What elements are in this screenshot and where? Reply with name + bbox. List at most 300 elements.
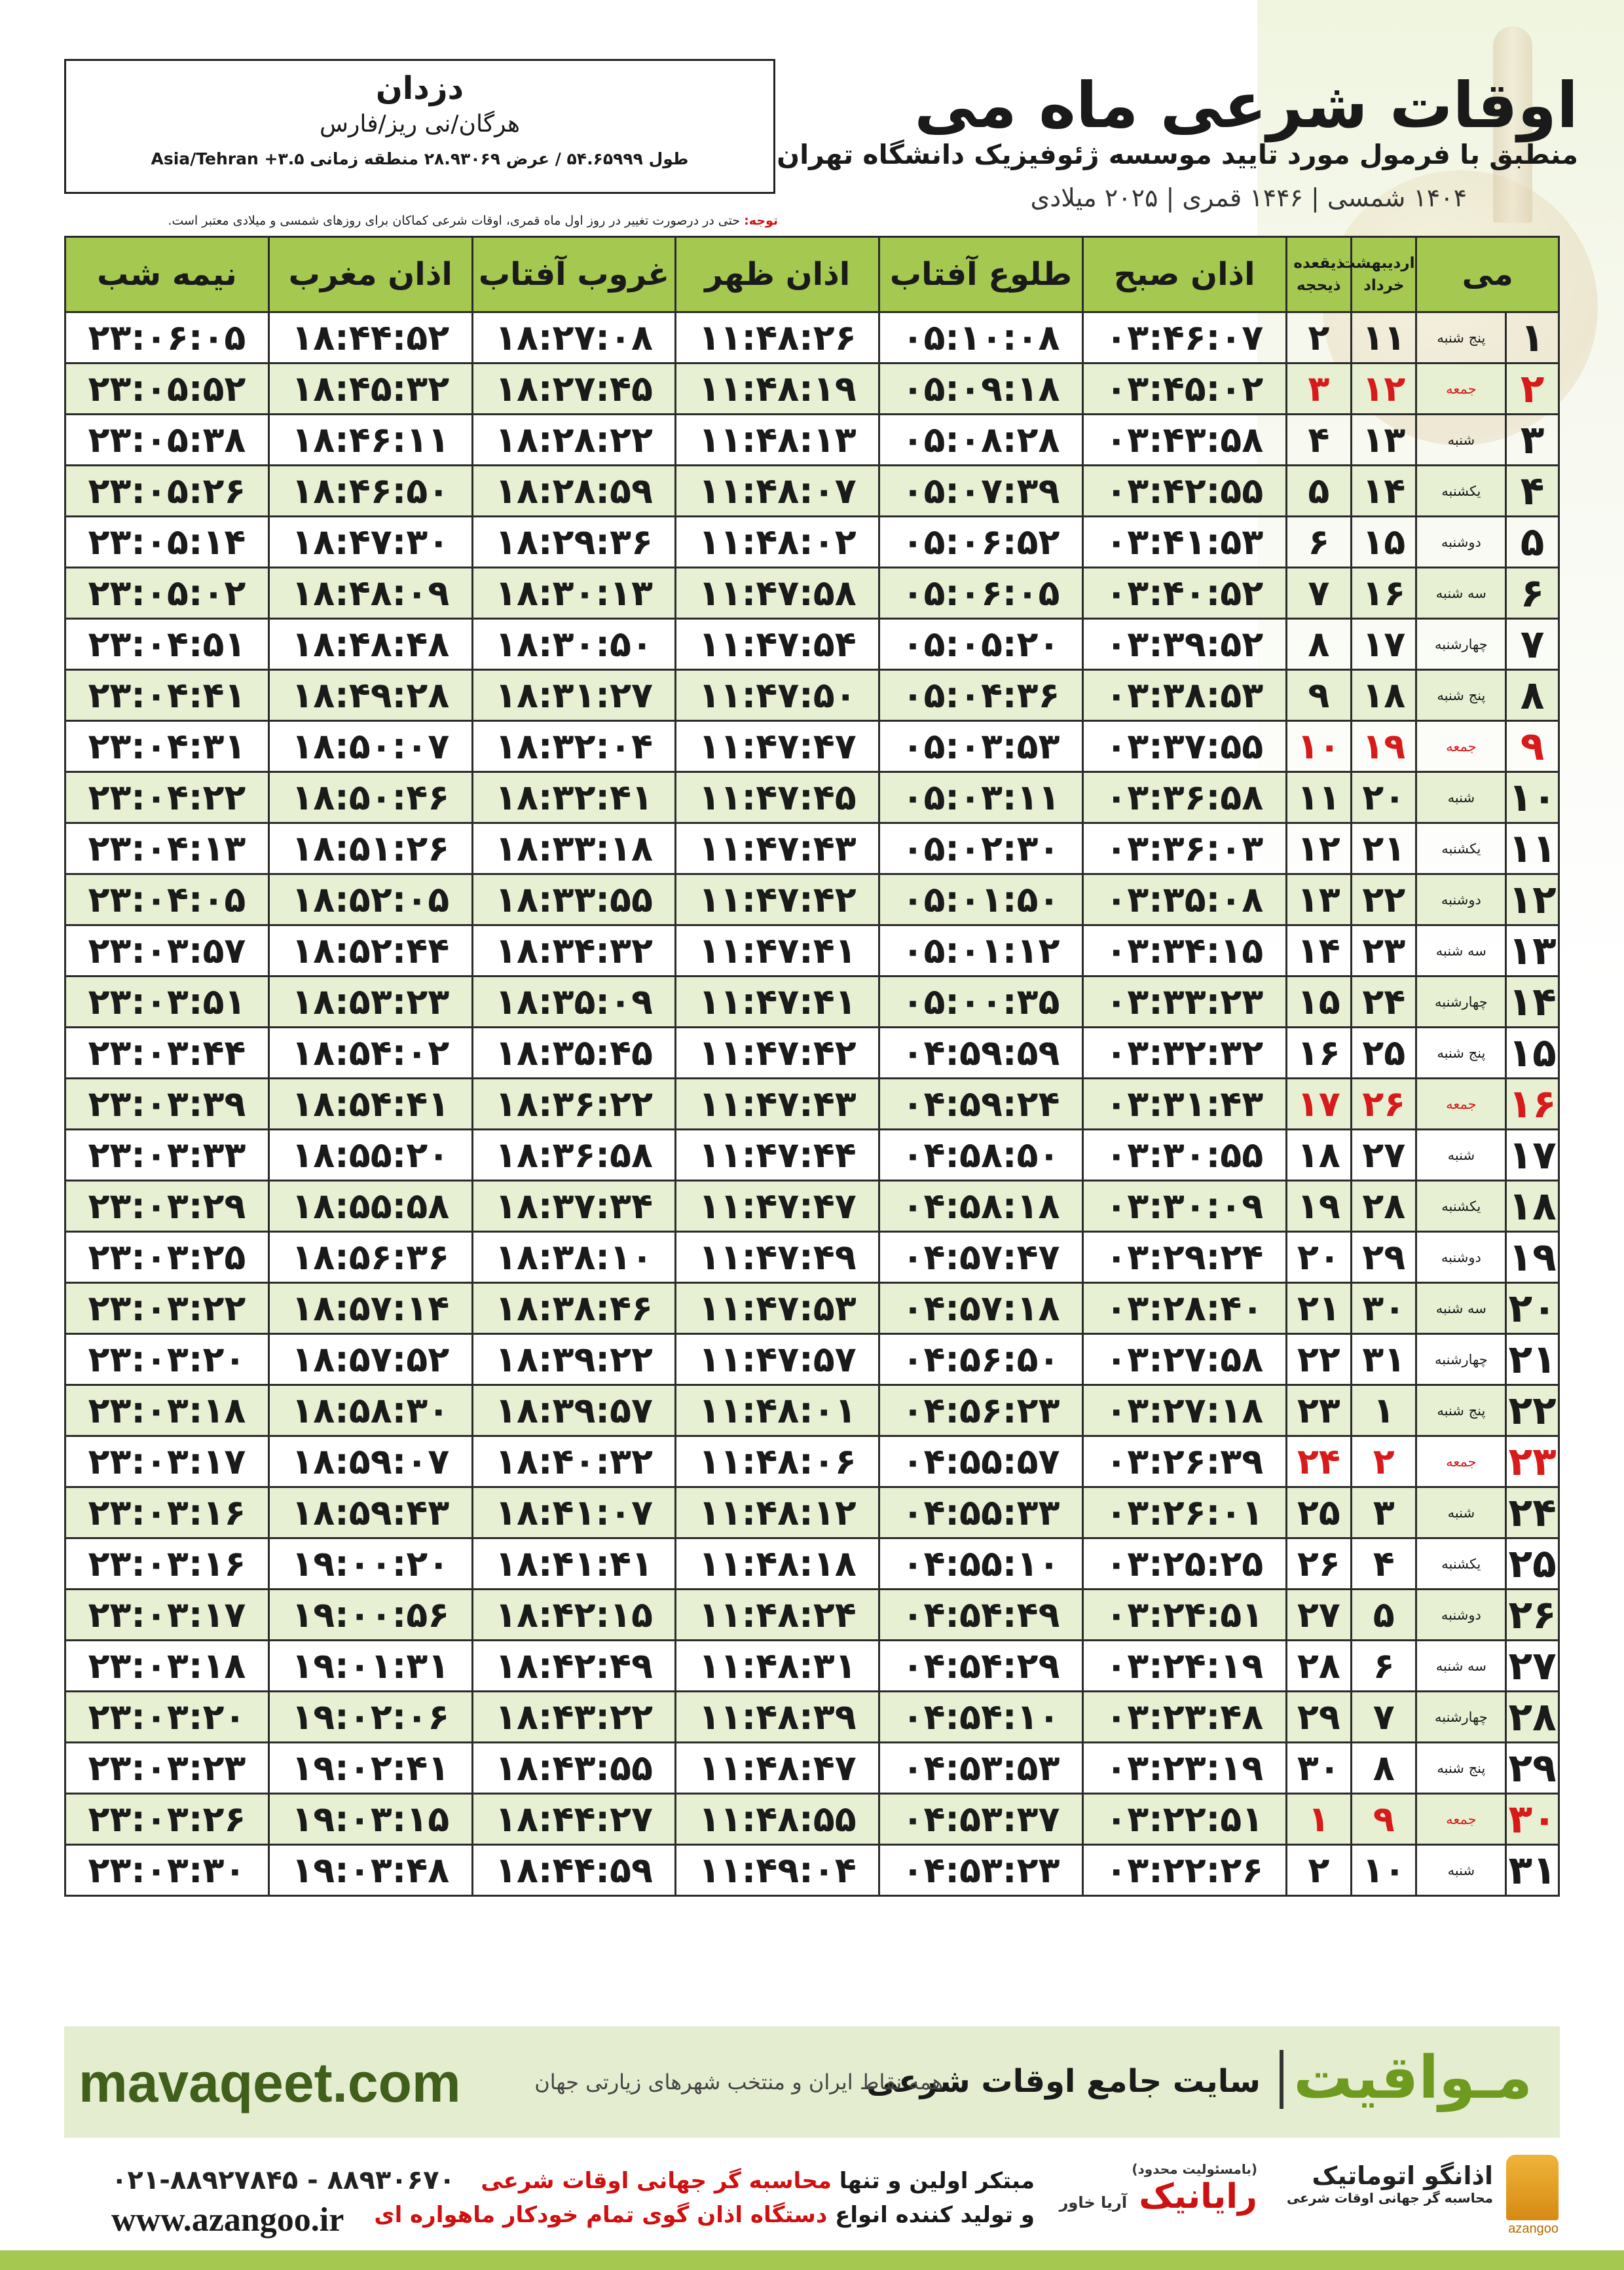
promo-divider <box>1280 2050 1283 2109</box>
sunset-time: ۱۸:۲۹:۳۶ <box>472 517 676 568</box>
maghrib-time: ۱۸:۴۶:۱۱ <box>268 415 472 466</box>
dhuhr-time: ۱۱:۴۷:۴۱ <box>676 977 879 1028</box>
midnight-time: ۲۳:۰۳:۳۳ <box>65 1130 269 1181</box>
table-row <box>65 568 1559 619</box>
shamsi-day: ۹ <box>1352 1794 1416 1845</box>
fajr-time: ۰۳:۲۸:۴۰ <box>1082 1283 1286 1334</box>
table-row <box>65 363 1559 415</box>
maghrib-time: ۱۸:۵۹:۴۳ <box>268 1487 472 1538</box>
table-row <box>65 1232 1559 1283</box>
qamari-day: ۱۲ <box>1286 823 1351 874</box>
qamari-day: ۱۵ <box>1286 977 1351 1028</box>
shamsi-day: ۱۶ <box>1352 568 1416 619</box>
weekday: جمعه <box>1416 1079 1506 1130</box>
shamsi-day: ۲۶ <box>1352 1079 1416 1130</box>
shamsi-day: ۳ <box>1352 1487 1416 1538</box>
fajr-time: ۰۳:۳۵:۰۸ <box>1082 874 1286 925</box>
rayanik-logo-small: (بامسئولیت محدود) <box>1132 2161 1257 2177</box>
rayanik-logo-text: رایانیک <box>1139 2177 1257 2216</box>
sunrise-time: ۰۴:۵۹:۵۹ <box>879 1028 1083 1079</box>
midnight-time: ۲۳:۰۳:۱۶ <box>65 1487 269 1538</box>
sunrise-time: ۰۵:۰۹:۱۸ <box>879 363 1083 415</box>
day-number: ۲۵ <box>1506 1538 1559 1590</box>
promo-tagline: سایت جامع اوقات شرعی <box>866 2063 1261 2100</box>
day-number: ۲۰ <box>1506 1283 1559 1334</box>
table-row <box>65 619 1559 670</box>
fajr-time: ۰۳:۴۲:۵۵ <box>1082 466 1286 517</box>
qamari-day: ۱۶ <box>1286 1028 1351 1079</box>
sunset-time: ۱۸:۲۷:۰۸ <box>472 312 676 363</box>
table-row <box>65 721 1559 772</box>
sunset-time: ۱۸:۲۸:۵۹ <box>472 466 676 517</box>
midnight-time: ۲۳:۰۳:۵۱ <box>65 977 269 1028</box>
midnight-time: ۲۳:۰۳:۲۰ <box>65 1334 269 1385</box>
dhuhr-time: ۱۱:۴۷:۴۱ <box>676 925 879 977</box>
footer-line-1 <box>481 2168 1035 2194</box>
sunrise-time: ۰۵:۰۰:۳۵ <box>879 977 1083 1028</box>
dhuhr-time: ۱۱:۴۷:۵۳ <box>676 1283 879 1334</box>
sunset-time: ۱۸:۳۵:۰۹ <box>472 977 676 1028</box>
sunrise-time: ۰۵:۰۴:۳۶ <box>879 670 1083 721</box>
sunset-time: ۱۸:۳۸:۱۰ <box>472 1232 676 1283</box>
table-row <box>65 1181 1559 1232</box>
dhuhr-time: ۱۱:۴۷:۵۴ <box>676 619 879 670</box>
table-row <box>65 1130 1559 1181</box>
day-number: ۳ <box>1506 415 1559 466</box>
fajr-time: ۰۳:۲۳:۴۸ <box>1082 1692 1286 1743</box>
fajr-time: ۰۳:۳۳:۲۳ <box>1082 977 1286 1028</box>
table-row <box>65 1538 1559 1590</box>
fajr-time: ۰۳:۳۹:۵۲ <box>1082 619 1286 670</box>
weekday: شنبه <box>1416 415 1506 466</box>
table-row <box>65 1641 1559 1692</box>
table-row <box>65 312 1559 363</box>
page-title: اوقات شرعی ماه می <box>914 69 1578 142</box>
midnight-time: ۲۳:۰۴:۰۵ <box>65 874 269 925</box>
dhuhr-time: ۱۱:۴۸:۱۳ <box>676 415 879 466</box>
qamari-day: ۴ <box>1286 415 1351 466</box>
shamsi-day: ۲۴ <box>1352 977 1416 1028</box>
sunset-time: ۱۸:۲۸:۲۲ <box>472 415 676 466</box>
day-number: ۱ <box>1506 312 1559 363</box>
midnight-time: ۲۳:۰۳:۴۴ <box>65 1028 269 1079</box>
rayanik-logo <box>1060 2161 1257 2216</box>
sunrise-time: ۰۴:۵۳:۵۳ <box>879 1743 1083 1794</box>
sunset-time: ۱۸:۴۲:۴۹ <box>472 1641 676 1692</box>
qamari-day: ۸ <box>1286 619 1351 670</box>
header-sunset: غروب آفتاب <box>472 237 676 312</box>
location-city: دزدان <box>375 70 464 107</box>
bottom-accent-bar <box>0 2250 1624 2270</box>
table-row <box>65 466 1559 517</box>
fajr-time: ۰۳:۲۵:۲۵ <box>1082 1538 1286 1590</box>
midnight-time: ۲۳:۰۳:۲۹ <box>65 1181 269 1232</box>
shamsi-day: ۷ <box>1352 1692 1416 1743</box>
dhuhr-time: ۱۱:۴۷:۴۳ <box>676 1079 879 1130</box>
qamari-day: ۲۳ <box>1286 1385 1351 1436</box>
prayer-times-table <box>64 236 1560 1897</box>
fajr-time: ۰۳:۲۹:۲۴ <box>1082 1232 1286 1283</box>
day-number: ۶ <box>1506 568 1559 619</box>
shamsi-day: ۲۱ <box>1352 823 1416 874</box>
day-number: ۱۸ <box>1506 1181 1559 1232</box>
maghrib-time: ۱۸:۵۹:۰۷ <box>268 1436 472 1487</box>
day-number: ۱۱ <box>1506 823 1559 874</box>
sunset-time: ۱۸:۳۹:۵۷ <box>472 1385 676 1436</box>
sunrise-time: ۰۵:۰۳:۵۳ <box>879 721 1083 772</box>
qamari-day: ۹ <box>1286 670 1351 721</box>
qamari-day: ۲ <box>1286 312 1351 363</box>
sunrise-time: ۰۴:۵۶:۵۰ <box>879 1334 1083 1385</box>
midnight-time: ۲۳:۰۶:۰۵ <box>65 312 269 363</box>
shamsi-day: ۲۰ <box>1352 772 1416 823</box>
sunrise-time: ۰۵:۰۸:۲۸ <box>879 415 1083 466</box>
shamsi-day: ۱۸ <box>1352 670 1416 721</box>
shamsi-day: ۲۳ <box>1352 925 1416 977</box>
sunset-time: ۱۸:۴۴:۵۹ <box>472 1845 676 1896</box>
footer-line-2-text: و تولید کننده انواع <box>827 2202 1035 2228</box>
shamsi-day: ۱۹ <box>1352 721 1416 772</box>
maghrib-time: ۱۹:۰۰:۵۶ <box>268 1590 472 1641</box>
dhuhr-time: ۱۱:۴۷:۴۵ <box>676 772 879 823</box>
dhuhr-time: ۱۱:۴۸:۵۵ <box>676 1794 879 1845</box>
qamari-day: ۲۸ <box>1286 1641 1351 1692</box>
table-row <box>65 1743 1559 1794</box>
shamsi-day: ۱ <box>1352 1385 1416 1436</box>
qamari-day: ۲۱ <box>1286 1283 1351 1334</box>
fajr-time: ۰۳:۳۲:۳۲ <box>1082 1028 1286 1079</box>
sunrise-time: ۰۵:۰۱:۵۰ <box>879 874 1083 925</box>
sunset-time: ۱۸:۴۱:۴۱ <box>472 1538 676 1590</box>
maghrib-time: ۱۸:۵۸:۳۰ <box>268 1385 472 1436</box>
fajr-time: ۰۳:۲۶:۰۱ <box>1082 1487 1286 1538</box>
weekday: جمعه <box>1416 363 1506 415</box>
midnight-time: ۲۳:۰۳:۲۰ <box>65 1692 269 1743</box>
shamsi-day: ۱۴ <box>1352 466 1416 517</box>
maghrib-time: ۱۸:۴۴:۵۲ <box>268 312 472 363</box>
dhuhr-time: ۱۱:۴۷:۴۲ <box>676 1028 879 1079</box>
sunset-time: ۱۸:۲۷:۴۵ <box>472 363 676 415</box>
day-number: ۲۷ <box>1506 1641 1559 1692</box>
header-shamsi-bottom: خرداد <box>1363 277 1405 294</box>
dhuhr-time: ۱۱:۴۸:۰۶ <box>676 1436 879 1487</box>
weekday: جمعه <box>1416 721 1506 772</box>
header-month: می <box>1416 237 1559 312</box>
day-number: ۵ <box>1506 517 1559 568</box>
weekday: یکشنبه <box>1416 1538 1506 1590</box>
weekday: سه شنبه <box>1416 568 1506 619</box>
shamsi-day: ۶ <box>1352 1641 1416 1692</box>
fajr-time: ۰۳:۴۱:۵۳ <box>1082 517 1286 568</box>
sunset-time: ۱۸:۴۲:۱۵ <box>472 1590 676 1641</box>
table-row <box>65 1794 1559 1845</box>
qamari-day: ۲۷ <box>1286 1590 1351 1641</box>
shamsi-day: ۱۱ <box>1352 312 1416 363</box>
qamari-day: ۱۸ <box>1286 1130 1351 1181</box>
dhuhr-time: ۱۱:۴۸:۰۷ <box>676 466 879 517</box>
fajr-time: ۰۳:۳۸:۵۳ <box>1082 670 1286 721</box>
sunset-time: ۱۸:۳۶:۵۸ <box>472 1130 676 1181</box>
weekday: پنج شنبه <box>1416 1743 1506 1794</box>
dhuhr-time: ۱۱:۴۸:۱۲ <box>676 1487 879 1538</box>
midnight-time: ۲۳:۰۴:۳۱ <box>65 721 269 772</box>
qamari-day: ۲۵ <box>1286 1487 1351 1538</box>
maghrib-time: ۱۸:۵۶:۳۶ <box>268 1232 472 1283</box>
sunrise-time: ۰۵:۰۷:۳۹ <box>879 466 1083 517</box>
sunset-time: ۱۸:۳۲:۴۱ <box>472 772 676 823</box>
sunrise-time: ۰۴:۵۵:۳۳ <box>879 1487 1083 1538</box>
rayanik-logo-side: آریا خاور <box>1059 2193 1128 2212</box>
table-row <box>65 925 1559 977</box>
fajr-time: ۰۳:۳۶:۵۸ <box>1082 772 1286 823</box>
qamari-day: ۲۰ <box>1286 1232 1351 1283</box>
sunrise-time: ۰۴:۵۸:۱۸ <box>879 1181 1083 1232</box>
day-number: ۳۰ <box>1506 1794 1559 1845</box>
midnight-time: ۲۳:۰۳:۱۸ <box>65 1641 269 1692</box>
location-box <box>64 59 775 194</box>
sunrise-time: ۰۴:۵۴:۴۹ <box>879 1590 1083 1641</box>
dhuhr-time: ۱۱:۴۷:۵۸ <box>676 568 879 619</box>
maghrib-time: ۱۸:۵۰:۰۷ <box>268 721 472 772</box>
weekday: چهارشنبه <box>1416 977 1506 1028</box>
weekday: شنبه <box>1416 772 1506 823</box>
day-number: ۱۰ <box>1506 772 1559 823</box>
weekday: دوشنبه <box>1416 1590 1506 1641</box>
weekday: سه شنبه <box>1416 1283 1506 1334</box>
day-number: ۱۵ <box>1506 1028 1559 1079</box>
weekday: پنج شنبه <box>1416 1385 1506 1436</box>
sunrise-time: ۰۴:۵۵:۱۰ <box>879 1538 1083 1590</box>
shamsi-day: ۱۲ <box>1352 363 1416 415</box>
fajr-time: ۰۳:۲۴:۱۹ <box>1082 1641 1286 1692</box>
azangoo-logo-icon <box>1506 2155 1559 2220</box>
fajr-time: ۰۳:۲۳:۱۹ <box>1082 1743 1286 1794</box>
sunrise-time: ۰۵:۰۶:۵۲ <box>879 517 1083 568</box>
midnight-time: ۲۳:۰۳:۳۰ <box>65 1845 269 1896</box>
dhuhr-time: ۱۱:۴۷:۵۰ <box>676 670 879 721</box>
sunrise-time: ۰۴:۵۸:۵۰ <box>879 1130 1083 1181</box>
fajr-time: ۰۳:۳۰:۰۹ <box>1082 1181 1286 1232</box>
day-number: ۱۴ <box>1506 977 1559 1028</box>
midnight-time: ۲۳:۰۳:۲۲ <box>65 1283 269 1334</box>
table-row <box>65 1692 1559 1743</box>
sunrise-time: ۰۴:۵۳:۲۳ <box>879 1845 1083 1896</box>
table-row <box>65 772 1559 823</box>
sunset-time: ۱۸:۳۴:۳۲ <box>472 925 676 977</box>
midnight-time: ۲۳:۰۵:۵۲ <box>65 363 269 415</box>
dhuhr-time: ۱۱:۴۷:۴۷ <box>676 1181 879 1232</box>
fajr-time: ۰۳:۳۶:۰۳ <box>1082 823 1286 874</box>
midnight-time: ۲۳:۰۳:۱۷ <box>65 1590 269 1641</box>
promo-url-link[interactable]: mavaqeet.com <box>79 2052 461 2113</box>
azangoo-logo <box>1287 2161 1493 2206</box>
shamsi-day: ۱۳ <box>1352 415 1416 466</box>
dhuhr-time: ۱۱:۴۸:۰۱ <box>676 1385 879 1436</box>
sunset-time: ۱۸:۴۱:۰۷ <box>472 1487 676 1538</box>
qamari-day: ۱۴ <box>1286 925 1351 977</box>
midnight-time: ۲۳:۰۵:۱۴ <box>65 517 269 568</box>
qamari-day: ۲۹ <box>1286 1692 1351 1743</box>
shamsi-day: ۲ <box>1352 1436 1416 1487</box>
header-shamsi-top: اردیبهشت <box>1340 255 1415 272</box>
day-number: ۴ <box>1506 466 1559 517</box>
sunrise-time: ۰۵:۰۵:۲۰ <box>879 619 1083 670</box>
weekday: چهارشنبه <box>1416 1334 1506 1385</box>
dhuhr-time: ۱۱:۴۷:۴۳ <box>676 823 879 874</box>
footer-line-2-highlight: دستگاه اذان گوی تمام خودکار ماهواره ای <box>374 2202 828 2228</box>
day-number: ۸ <box>1506 670 1559 721</box>
dhuhr-time: ۱۱:۴۷:۴۴ <box>676 1130 879 1181</box>
fajr-time: ۰۳:۲۴:۵۱ <box>1082 1590 1286 1641</box>
weekday: شنبه <box>1416 1130 1506 1181</box>
sunrise-time: ۰۴:۵۷:۱۸ <box>879 1283 1083 1334</box>
sunrise-time: ۰۴:۵۵:۵۷ <box>879 1436 1083 1487</box>
sunrise-time: ۰۵:۱۰:۰۸ <box>879 312 1083 363</box>
sunset-time: ۱۸:۳۳:۱۸ <box>472 823 676 874</box>
fajr-time: ۰۳:۲۷:۵۸ <box>1082 1334 1286 1385</box>
qamari-day: ۵ <box>1286 466 1351 517</box>
day-number: ۲۸ <box>1506 1692 1559 1743</box>
sunset-time: ۱۸:۳۶:۲۲ <box>472 1079 676 1130</box>
sunrise-time: ۰۵:۰۶:۰۵ <box>879 568 1083 619</box>
sunrise-time: ۰۵:۰۲:۳۰ <box>879 823 1083 874</box>
table-row <box>65 1487 1559 1538</box>
maghrib-time: ۱۸:۴۶:۵۰ <box>268 466 472 517</box>
sunset-time: ۱۸:۴۰:۳۲ <box>472 1436 676 1487</box>
weekday: دوشنبه <box>1416 874 1506 925</box>
qamari-day: ۶ <box>1286 517 1351 568</box>
dhuhr-time: ۱۱:۴۸:۱۸ <box>676 1538 879 1590</box>
table-header-row <box>65 237 1559 312</box>
sunset-time: ۱۸:۳۰:۱۳ <box>472 568 676 619</box>
table-row <box>65 670 1559 721</box>
maghrib-time: ۱۸:۴۸:۴۸ <box>268 619 472 670</box>
maghrib-time: ۱۹:۰۱:۳۱ <box>268 1641 472 1692</box>
calendar-years: ۱۴۰۴ شمسی | ۱۴۴۶ قمری | ۲۰۲۵ میلادی <box>1030 183 1467 212</box>
qamari-day: ۳ <box>1286 363 1351 415</box>
qamari-day: ۱۷ <box>1286 1079 1351 1130</box>
sunrise-time: ۰۴:۵۴:۱۰ <box>879 1692 1083 1743</box>
dhuhr-time: ۱۱:۴۸:۳۹ <box>676 1692 879 1743</box>
footer-phone: ۰۲۱-۸۸۹۲۷۸۴۵ - ۸۸۹۳۰۶۷۰ <box>111 2165 455 2195</box>
day-number: ۲۲ <box>1506 1385 1559 1436</box>
midnight-time: ۲۳:۰۳:۱۶ <box>65 1538 269 1590</box>
shamsi-day: ۲۷ <box>1352 1130 1416 1181</box>
footer-website-link[interactable]: www.azangoo.ir <box>111 2201 344 2239</box>
header-qamari-bottom: ذیحجه <box>1297 277 1341 294</box>
weekday: پنج شنبه <box>1416 312 1506 363</box>
fajr-time: ۰۳:۲۷:۱۸ <box>1082 1385 1286 1436</box>
sunrise-time: ۰۴:۵۶:۲۳ <box>879 1385 1083 1436</box>
qamari-day: ۷ <box>1286 568 1351 619</box>
location-coordinates: طول ۵۴.۶۵۹۹۹ / عرض ۲۸.۹۳۰۶۹ منطقه زمانی ۳.۵+ Asia/Tehran <box>151 149 689 168</box>
maghrib-time: ۱۸:۴۹:۲۸ <box>268 670 472 721</box>
header-qamari-top: ذیقعده <box>1293 255 1344 272</box>
weekday: پنج شنبه <box>1416 1028 1506 1079</box>
location-region: هرگان/نی ریز/فارس <box>320 111 520 138</box>
header-qamari <box>1286 237 1351 312</box>
note-text <box>64 214 778 228</box>
weekday: سه شنبه <box>1416 925 1506 977</box>
dhuhr-time: ۱۱:۴۸:۳۱ <box>676 1641 879 1692</box>
maghrib-time: ۱۸:۵۵:۲۰ <box>268 1130 472 1181</box>
table-row <box>65 1334 1559 1385</box>
azangoo-logo-text: اذانگو اتوماتیک <box>1312 2161 1493 2190</box>
header-fajr: اذان صبح <box>1082 237 1286 312</box>
shamsi-day: ۲۸ <box>1352 1181 1416 1232</box>
qamari-day: ۱۱ <box>1286 772 1351 823</box>
fajr-time: ۰۳:۲۲:۵۱ <box>1082 1794 1286 1845</box>
fajr-time: ۰۳:۴۰:۵۲ <box>1082 568 1286 619</box>
sunset-time: ۱۸:۴۴:۲۷ <box>472 1794 676 1845</box>
midnight-time: ۲۳:۰۴:۵۱ <box>65 619 269 670</box>
table-row <box>65 1079 1559 1130</box>
maghrib-time: ۱۸:۴۷:۳۰ <box>268 517 472 568</box>
day-number: ۱۷ <box>1506 1130 1559 1181</box>
midnight-time: ۲۳:۰۵:۳۸ <box>65 415 269 466</box>
table-row <box>65 1028 1559 1079</box>
dhuhr-time: ۱۱:۴۷:۴۲ <box>676 874 879 925</box>
sunset-time: ۱۸:۳۸:۴۶ <box>472 1283 676 1334</box>
maghrib-time: ۱۹:۰۲:۰۶ <box>268 1692 472 1743</box>
qamari-day: ۱۳ <box>1286 874 1351 925</box>
day-number: ۳۱ <box>1506 1845 1559 1896</box>
shamsi-day: ۸ <box>1352 1743 1416 1794</box>
footer-line-2 <box>374 2202 1035 2228</box>
maghrib-time: ۱۹:۰۳:۴۸ <box>268 1845 472 1896</box>
weekday: شنبه <box>1416 1487 1506 1538</box>
shamsi-day: ۳۱ <box>1352 1334 1416 1385</box>
qamari-day: ۲۴ <box>1286 1436 1351 1487</box>
midnight-time: ۲۳:۰۵:۲۶ <box>65 466 269 517</box>
fajr-time: ۰۳:۲۶:۳۹ <box>1082 1436 1286 1487</box>
shamsi-day: ۲۵ <box>1352 1028 1416 1079</box>
weekday: جمعه <box>1416 1436 1506 1487</box>
sunrise-time: ۰۴:۵۷:۴۷ <box>879 1232 1083 1283</box>
table-row <box>65 977 1559 1028</box>
day-number: ۲۳ <box>1506 1436 1559 1487</box>
qamari-day: ۱۹ <box>1286 1181 1351 1232</box>
shamsi-day: ۲۹ <box>1352 1232 1416 1283</box>
table-row <box>65 517 1559 568</box>
day-number: ۲۴ <box>1506 1487 1559 1538</box>
footer-line-1-text: مبتکر اولین و تنها <box>831 2168 1035 2194</box>
fajr-time: ۰۳:۴۵:۰۲ <box>1082 363 1286 415</box>
qamari-day: ۱۰ <box>1286 721 1351 772</box>
maghrib-time: ۱۸:۵۰:۴۶ <box>268 772 472 823</box>
day-number: ۲ <box>1506 363 1559 415</box>
dhuhr-time: ۱۱:۴۸:۰۲ <box>676 517 879 568</box>
midnight-time: ۲۳:۰۳:۲۶ <box>65 1794 269 1845</box>
qamari-day: ۲۲ <box>1286 1334 1351 1385</box>
weekday: چهارشنبه <box>1416 619 1506 670</box>
dhuhr-time: ۱۱:۴۸:۲۶ <box>676 312 879 363</box>
fajr-time: ۰۳:۳۷:۵۵ <box>1082 721 1286 772</box>
dhuhr-time: ۱۱:۴۸:۱۹ <box>676 363 879 415</box>
maghrib-time: ۱۸:۵۳:۲۳ <box>268 977 472 1028</box>
table-row <box>65 1845 1559 1896</box>
weekday: جمعه <box>1416 1794 1506 1845</box>
midnight-time: ۲۳:۰۴:۴۱ <box>65 670 269 721</box>
fajr-time: ۰۳:۴۳:۵۸ <box>1082 415 1286 466</box>
table-row <box>65 1436 1559 1487</box>
day-number: ۲۹ <box>1506 1743 1559 1794</box>
maghrib-time: ۱۹:۰۲:۴۱ <box>268 1743 472 1794</box>
day-number: ۲۱ <box>1506 1334 1559 1385</box>
sunrise-time: ۰۵:۰۱:۱۲ <box>879 925 1083 977</box>
qamari-day: ۲ <box>1286 1845 1351 1896</box>
maghrib-time: ۱۸:۵۷:۵۲ <box>268 1334 472 1385</box>
